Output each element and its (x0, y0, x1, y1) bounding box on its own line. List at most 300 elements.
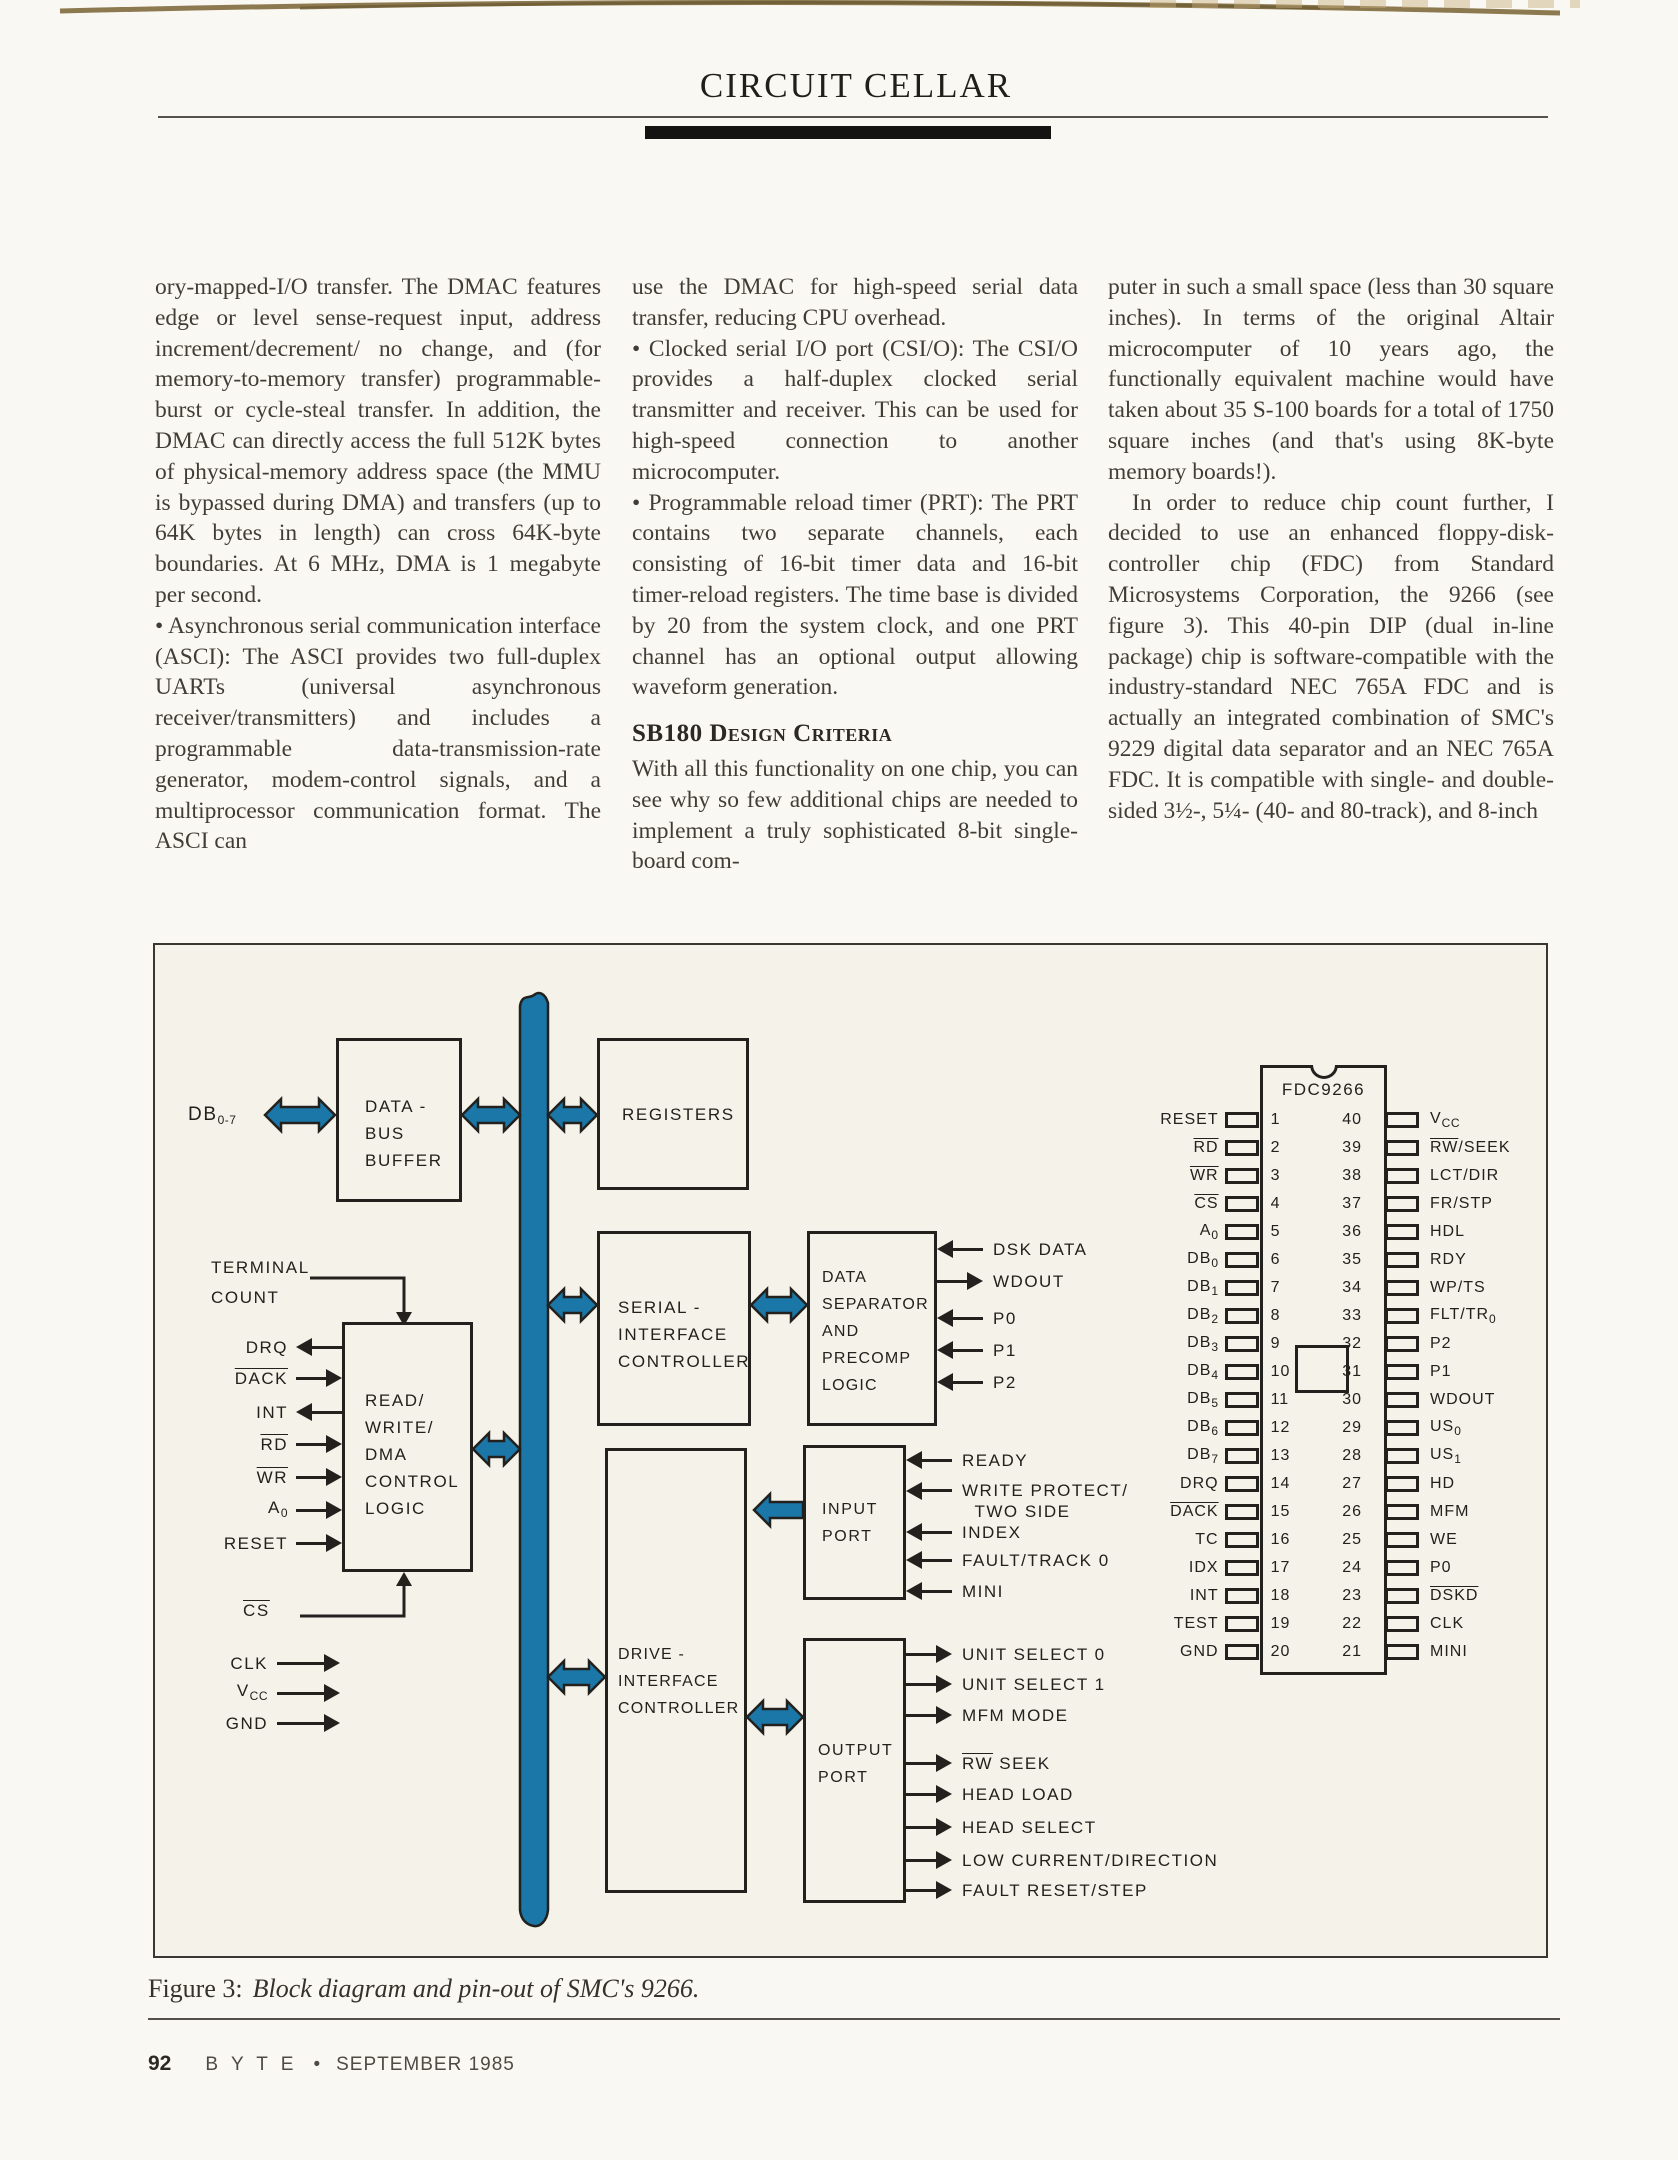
pin-row (1322, 1191, 1493, 1217)
signal-line (922, 1459, 952, 1462)
block-registers: REGISTERS (597, 1038, 749, 1190)
pin-stub-icon (1225, 1112, 1259, 1128)
signal-label: P2 (993, 1372, 1017, 1392)
signal-line (937, 1280, 967, 1283)
pin-stub-icon (1385, 1140, 1419, 1156)
pin-row (1322, 1107, 1460, 1133)
pin-number: 16 (1270, 1531, 1291, 1548)
pin-row (1322, 1555, 1452, 1581)
arrow-right-icon (326, 1369, 342, 1387)
arrow-left-icon (906, 1451, 922, 1469)
arrow-right-icon (936, 1675, 952, 1693)
pin-label: RESET (1160, 1111, 1219, 1128)
signal-row (906, 1815, 1097, 1839)
pin-number: 25 (1342, 1531, 1362, 1548)
pin-row (1322, 1499, 1469, 1525)
pin-number: 22 (1342, 1615, 1362, 1632)
pin-row (1322, 1303, 1496, 1329)
pin-number: 32 (1342, 1335, 1362, 1352)
pin-stub-icon (1385, 1224, 1419, 1240)
pin-row (1124, 1639, 1310, 1665)
pin-number: 27 (1342, 1475, 1362, 1492)
pin-stub-icon (1385, 1196, 1419, 1212)
pin-number: 40 (1342, 1111, 1362, 1128)
page-number: 92 (148, 2052, 172, 2075)
signal-label: RESET (223, 1533, 288, 1553)
pin-label: $DB_6$ (1187, 1418, 1219, 1438)
figure-caption-text: Block diagram and pin-out of SMC's 9266. (252, 1974, 700, 2003)
signal-label: CLK (230, 1653, 268, 1673)
pin-label: $DB_5$ (1187, 1390, 1219, 1410)
pin-number: 21 (1342, 1643, 1362, 1660)
arrow-right-icon (326, 1468, 342, 1486)
pin-label: IDX (1188, 1559, 1219, 1576)
signal-line (906, 1889, 936, 1892)
pin-row (1124, 1527, 1310, 1553)
signal-label: DSK DATA (993, 1239, 1088, 1259)
signal-label: DACK (234, 1368, 288, 1388)
signal-line (906, 1714, 936, 1717)
signal-line (277, 1722, 324, 1725)
signal-label: FAULT/TRACK 0 (962, 1550, 1110, 1570)
pin-number: 7 (1270, 1279, 1281, 1296)
signal-row (164, 1681, 340, 1705)
pin-label: $DB_1$ (1187, 1278, 1219, 1298)
pin-stub-icon (1385, 1420, 1419, 1436)
signal-line (922, 1489, 952, 1492)
signal-label: $\overline{WR}$ (256, 1467, 288, 1487)
pin-row (1322, 1219, 1465, 1245)
signal-line (906, 1826, 936, 1829)
arrow-left-icon (906, 1582, 922, 1600)
pin-number: 34 (1342, 1279, 1362, 1296)
pin-row (1124, 1135, 1310, 1161)
pin-row (1322, 1415, 1461, 1441)
cs-label: $\overline{CS}$ (243, 1601, 270, 1620)
pin-row (1124, 1555, 1310, 1581)
pin-row (1322, 1611, 1464, 1637)
arrow-left-icon (906, 1482, 922, 1500)
pin-label: P2 (1430, 1335, 1452, 1352)
signal-row (937, 1338, 1017, 1362)
pin-label: HDL (1430, 1223, 1466, 1240)
pin-stub-icon (1385, 1280, 1419, 1296)
signal-label: P1 (993, 1340, 1017, 1360)
paragraph: With all this functionality on one chip, you can see why so few additional chips are needed to implement a truly sophisticated 8-bit single-board com- (632, 755, 1078, 875)
pin-row (1124, 1611, 1310, 1637)
pin-stub-icon (1385, 1336, 1419, 1352)
pin-row (1124, 1107, 1310, 1133)
pin-label: TC (1195, 1531, 1219, 1548)
pin-stub-icon (1385, 1504, 1419, 1520)
pin-row (1124, 1415, 1310, 1441)
arrow-left-icon (937, 1309, 953, 1327)
pin-row (1322, 1527, 1458, 1553)
pin-number: 35 (1342, 1251, 1362, 1268)
block-output-port: OUTPUT PORT (803, 1638, 906, 1903)
signal-line (296, 1377, 326, 1380)
block-input-port: INPUT PORT (803, 1445, 906, 1600)
pin-label: P0 (1430, 1559, 1452, 1576)
arrow-left-icon (296, 1403, 312, 1421)
section-heading: SB180 Design Criteria (632, 720, 893, 748)
pin-row (1124, 1583, 1310, 1609)
pin-stub-icon (1385, 1392, 1419, 1408)
signal-row (154, 1498, 342, 1522)
pin-row (1322, 1639, 1468, 1665)
signal-row (906, 1480, 1129, 1521)
signal-row (906, 1642, 1106, 1666)
pin-stub-icon (1225, 1224, 1259, 1240)
signal-row (154, 1335, 342, 1359)
signal-row (154, 1432, 342, 1456)
pin-stub-icon (1225, 1196, 1259, 1212)
pin-number: 31 (1342, 1363, 1362, 1380)
pin-stub-icon (1225, 1476, 1259, 1492)
paragraph: use the DMAC for high-speed serial data transfer, reducing CPU overhead. (632, 274, 1078, 331)
arrow-right-icon (326, 1534, 342, 1552)
pin-number: 8 (1270, 1307, 1281, 1324)
pin-row (1322, 1583, 1478, 1609)
pin-stub-icon (1385, 1616, 1419, 1632)
signal-row (906, 1782, 1074, 1806)
pin-row (1124, 1191, 1310, 1217)
signal-row (164, 1651, 340, 1675)
article-column-1 (155, 272, 601, 857)
pin-number: 5 (1270, 1223, 1281, 1240)
pin-number: 37 (1342, 1195, 1362, 1212)
signal-row (906, 1548, 1110, 1572)
signal-row (154, 1465, 342, 1489)
pin-label: TEST (1173, 1615, 1219, 1632)
signal-line (312, 1346, 342, 1349)
pin-label: WDOUT (1430, 1391, 1496, 1408)
signal-line (312, 1411, 342, 1414)
signal-label: $A_0$ (267, 1497, 288, 1520)
pin-label: $DB_4$ (1187, 1362, 1219, 1382)
pin-number: 2 (1270, 1139, 1281, 1156)
pin-stub-icon (1385, 1476, 1419, 1492)
signal-label: $V_{CC}$ (236, 1680, 268, 1703)
block-drive-interface-controller: DRIVE - INTERFACE CONTROLLER (605, 1448, 747, 1893)
pin-stub-icon (1385, 1588, 1419, 1604)
signal-line (906, 1793, 936, 1796)
pin-stub-icon (1225, 1644, 1259, 1660)
arrow-right-icon (324, 1684, 340, 1702)
arrow-left-icon (937, 1373, 953, 1391)
signal-label: MFM MODE (962, 1705, 1069, 1725)
signal-label: READY (962, 1450, 1029, 1470)
paragraph: In order to reduce chip count further, I decided to use an enhanced floppy-disk-controller chip (FDC) from Standard Microsystems Corporation, the 9266 (see figure 3). This 40-pin DIP (dual in-line package) chip is software-compatible with the industry-standard NEC 765A FDC and is actually an integrated combination of SMC's 9229 digital data separator and an NEC 765A FDC. It is compatible with single- and double-sided 3½-, 5¼- (40- and 80-track), and 8-inch (1108, 489, 1554, 824)
bullet-icon: • (313, 2054, 321, 2075)
pin-label: $DB_2$ (1187, 1306, 1219, 1326)
header-rule (158, 116, 1548, 118)
pin-number: 26 (1342, 1503, 1362, 1520)
pin-number: 15 (1270, 1503, 1291, 1520)
pin-stub-icon (1225, 1616, 1259, 1632)
pin-row (1124, 1499, 1310, 1525)
pin-stub-icon (1225, 1532, 1259, 1548)
pin-number: 12 (1270, 1419, 1291, 1436)
footer-rule (148, 2018, 1560, 2020)
pin-number: 24 (1342, 1559, 1362, 1576)
signal-line (296, 1509, 326, 1512)
paragraph: ory-mapped-I/O transfer. The DMAC features edge or level sense-request input, address increment/decrement/ no change, and (for memory-to-memory transfer) programmable-burst or cycle-steal transfer. In addition, the DMAC can directly access the full 512K bytes of physical-memory address space (the MMU is bypassed during DMA) and transfers (up to 64K bytes in length) can cross 64K-byte boundaries. At 6 MHz, DMA is 1 megabyte per second. (155, 274, 601, 608)
block-data-separator-precomp: DATA SEPARATOR AND PRECOMP LOGIC (807, 1231, 937, 1426)
signal-line (277, 1662, 324, 1665)
pin-number: 36 (1342, 1223, 1362, 1240)
signal-label: FAULT RESET/STEP (962, 1880, 1148, 1900)
page-edge-marks (1150, 0, 1580, 8)
pin-stub-icon (1225, 1280, 1259, 1296)
signal-row (164, 1711, 340, 1735)
arrow-left-icon (937, 1240, 953, 1258)
pin-row (1322, 1359, 1452, 1385)
signal-label: INT (256, 1402, 288, 1422)
pin-number: 29 (1342, 1419, 1362, 1436)
pin-stub-icon (1225, 1448, 1259, 1464)
signal-line (906, 1762, 936, 1765)
signal-line (296, 1542, 326, 1545)
pin-row (1124, 1219, 1310, 1245)
pin-stub-icon (1225, 1364, 1259, 1380)
arrow-right-icon (936, 1818, 952, 1836)
block-read-write-dma-control: READ/ WRITE/ DMA CONTROL LOGIC (342, 1322, 473, 1572)
pin-label: INT (1189, 1587, 1219, 1604)
arrow-right-icon (936, 1851, 952, 1869)
signal-line (906, 1859, 936, 1862)
pin-number: 13 (1270, 1447, 1291, 1464)
signal-row (906, 1520, 1021, 1544)
pin-number: 3 (1270, 1167, 1281, 1184)
pin-row (1124, 1359, 1310, 1385)
signal-line (296, 1443, 326, 1446)
signal-row (154, 1400, 342, 1424)
pin-number: 38 (1342, 1167, 1362, 1184)
signal-label: GND (225, 1713, 268, 1733)
pin-label: P1 (1430, 1363, 1452, 1380)
signal-label: WDOUT (993, 1271, 1065, 1291)
signal-line (922, 1559, 952, 1562)
pin-number: 30 (1342, 1391, 1362, 1408)
signal-label: HEAD SELECT (962, 1817, 1097, 1837)
pin-stub-icon (1225, 1392, 1259, 1408)
chip-notch (1310, 1065, 1338, 1079)
signal-label: DRQ (245, 1337, 288, 1357)
column-title: CIRCUIT CELLAR (699, 66, 1013, 105)
arrow-left-icon (296, 1338, 312, 1356)
signal-label: UNIT SELECT 0 (962, 1644, 1106, 1664)
arrow-right-icon (967, 1272, 983, 1290)
pin-row (1322, 1275, 1486, 1301)
pin-number: 28 (1342, 1447, 1362, 1464)
pin-row (1322, 1331, 1452, 1357)
signal-row (906, 1878, 1148, 1902)
pin-number: 4 (1270, 1195, 1281, 1212)
pin-label: HD (1430, 1475, 1456, 1492)
signal-line (277, 1692, 324, 1695)
pin-row (1124, 1443, 1310, 1469)
pin-number: 10 (1270, 1363, 1291, 1380)
issue-date: SEPTEMBER 1985 (336, 2054, 515, 2075)
arrow-left-icon (906, 1523, 922, 1541)
pin-label: $A_0$ (1199, 1222, 1219, 1242)
pin-stub-icon (1385, 1448, 1419, 1464)
pin-number: 11 (1270, 1391, 1290, 1408)
signal-line (953, 1248, 983, 1251)
arrow-right-icon (936, 1754, 952, 1772)
pin-number: 19 (1270, 1615, 1291, 1632)
pin-label: $US_0$ (1430, 1418, 1462, 1438)
pin-number: 1 (1270, 1111, 1281, 1128)
pin-row (1322, 1163, 1499, 1189)
pin-label: $DB_3$ (1187, 1334, 1219, 1354)
pin-label: $\overline{CS}$ (1194, 1195, 1219, 1212)
pin-stub-icon (1385, 1644, 1419, 1660)
pin-label: FR/STP (1430, 1195, 1493, 1212)
signal-line (922, 1531, 952, 1534)
block-data-bus-buffer: DATA - BUS BUFFER (336, 1038, 462, 1202)
arrow-right-icon (326, 1435, 342, 1453)
pin-label: WP/TS (1430, 1279, 1486, 1296)
pin-stub-icon (1385, 1308, 1419, 1324)
pin-label: $US_1$ (1430, 1446, 1462, 1466)
pin-label: GND (1180, 1643, 1219, 1660)
pin-number: 39 (1342, 1139, 1362, 1156)
arrow-right-icon (326, 1501, 342, 1519)
signal-line (922, 1590, 952, 1593)
pin-label: RDY (1430, 1251, 1467, 1268)
pin-label: LCT/DIR (1430, 1167, 1500, 1184)
signal-label: UNIT SELECT 1 (962, 1674, 1106, 1694)
paragraph-bullet: • Asynchronous serial communication interface (ASCI): The ASCI provides two full-duplex UARTs (universal asynchronous receiver/transmitters) and includes a programmable data-transmission-rate generator, modem-control signals, and a multiprocessor communication format. The ASCI can (155, 612, 601, 855)
pin-row (1322, 1247, 1467, 1273)
pin-stub-icon (1225, 1560, 1259, 1576)
pin-row (1322, 1443, 1461, 1469)
signal-line (953, 1381, 983, 1384)
pin-number: 18 (1270, 1587, 1291, 1604)
pin-stub-icon (1225, 1140, 1259, 1156)
figure-caption (148, 1974, 699, 2004)
pin-label: $\overline{WR}$ (1189, 1167, 1219, 1184)
pin-stub-icon (1385, 1252, 1419, 1268)
chip-title: FDC9266 (1281, 1080, 1366, 1099)
signal-line (296, 1476, 326, 1479)
signal-row (937, 1370, 1017, 1394)
pin-label: CLK (1430, 1615, 1465, 1632)
pin-row (1124, 1303, 1310, 1329)
pin-label: $\overline{RW}$/SEEK (1430, 1139, 1511, 1156)
pin-stub-icon (1385, 1532, 1419, 1548)
pin-stub-icon (1385, 1168, 1419, 1184)
pin-stub-icon (1225, 1588, 1259, 1604)
signal-label: WRITE PROTECT/ TWO SIDE (962, 1481, 1129, 1521)
signal-label: P0 (993, 1308, 1017, 1328)
pin-label: DSKD (1430, 1587, 1479, 1604)
pin-label: $DB_7$ (1187, 1446, 1219, 1466)
figure-caption-number: Figure 3: (148, 1974, 243, 2003)
pin-number: 23 (1342, 1587, 1362, 1604)
signal-label: HEAD LOAD (962, 1784, 1074, 1804)
arrow-right-icon (936, 1706, 952, 1724)
paragraph: puter in such a small space (less than 30 square inches). In terms of the original Altair microcomputer of 10 years ago, the functionally equivalent machine would have taken about 35 S-100 boards for a total of 1750 square inches (and that's using 8K-byte memory boards!). (1108, 274, 1554, 485)
signal-row (906, 1848, 1218, 1872)
signal-line (953, 1317, 983, 1320)
pin-stub-icon (1225, 1168, 1259, 1184)
paragraph-bullet: • Clocked serial I/O port (CSI/O): The CSI/O provides a half-duplex clocked serial transmitter and receiver. This can be used for high-speed connection to another microcomputer. (632, 335, 1078, 485)
pin-row (1322, 1135, 1511, 1161)
signal-line (906, 1683, 936, 1686)
paragraph-bullet: • Programmable reload timer (PRT): The PRT contains two separate channels, each consisting of 16-bit timer data and 16-bit timer-reload registers. The time base is divided by 20 from the system clock, and one PRT channel has an optional output allowing waveform generation. (632, 489, 1078, 701)
arrow-right-icon (324, 1714, 340, 1732)
pin-stub-icon (1225, 1308, 1259, 1324)
pin-number: 20 (1270, 1643, 1291, 1660)
pin-stub-icon (1225, 1420, 1259, 1436)
pin-label: MINI (1430, 1643, 1468, 1660)
page-footer (148, 2052, 515, 2076)
signal-row (906, 1448, 1028, 1472)
arrow-right-icon (936, 1785, 952, 1803)
arrow-right-icon (936, 1645, 952, 1663)
signal-row (154, 1366, 342, 1390)
signal-label: $\overline{RD}$ (260, 1434, 288, 1454)
db0-7-label: $DB_{0-7}$ (188, 1104, 237, 1127)
signal-label: $\overline{RW}$ SEEK (962, 1753, 1051, 1773)
arrow-right-icon (324, 1654, 340, 1672)
pin-label: MFM (1430, 1503, 1470, 1520)
pin-row (1124, 1275, 1310, 1301)
signal-row (937, 1269, 1065, 1293)
block-serial-interface-controller: SERIAL - INTERFACE CONTROLLER (597, 1231, 751, 1426)
signal-row (937, 1306, 1017, 1330)
pin-row (1124, 1387, 1310, 1413)
header-black-bar (645, 126, 1051, 139)
arrow-right-icon (936, 1881, 952, 1899)
pin-label: FLT/$TR_0$ (1430, 1306, 1497, 1326)
pin-label: WE (1430, 1531, 1458, 1548)
article-column-3 (1108, 272, 1554, 826)
signal-label: INDEX (962, 1522, 1022, 1542)
pin-label: $DB_0$ (1187, 1250, 1219, 1270)
pin-row (1322, 1471, 1455, 1497)
signal-row (906, 1751, 1051, 1775)
pin-row (1124, 1331, 1310, 1357)
signal-row (906, 1672, 1106, 1696)
signal-label: LOW CURRENT/DIRECTION (962, 1850, 1219, 1870)
signal-label: MINI (962, 1581, 1004, 1601)
pin-row (1124, 1163, 1310, 1189)
pin-number: 17 (1270, 1559, 1291, 1576)
pin-stub-icon (1225, 1336, 1259, 1352)
pin-stub-icon (1225, 1252, 1259, 1268)
pin-stub-icon (1225, 1504, 1259, 1520)
pin-number: 14 (1270, 1475, 1291, 1492)
signal-row (906, 1579, 1004, 1603)
arrow-left-icon (937, 1341, 953, 1359)
pin-number: 6 (1270, 1251, 1281, 1268)
pin-number: 33 (1342, 1307, 1362, 1324)
pin-label: $V_{CC}$ (1430, 1110, 1461, 1130)
signal-line (953, 1349, 983, 1352)
pin-stub-icon (1385, 1112, 1419, 1128)
signal-row (937, 1237, 1088, 1261)
pin-row (1322, 1387, 1495, 1413)
signal-line (906, 1653, 936, 1656)
terminal-count-label: TERMINAL COUNT (211, 1258, 310, 1307)
pin-row (1124, 1471, 1310, 1497)
pin-stub-icon (1385, 1364, 1419, 1380)
pin-label: $\overline{RD}$ (1193, 1139, 1219, 1156)
